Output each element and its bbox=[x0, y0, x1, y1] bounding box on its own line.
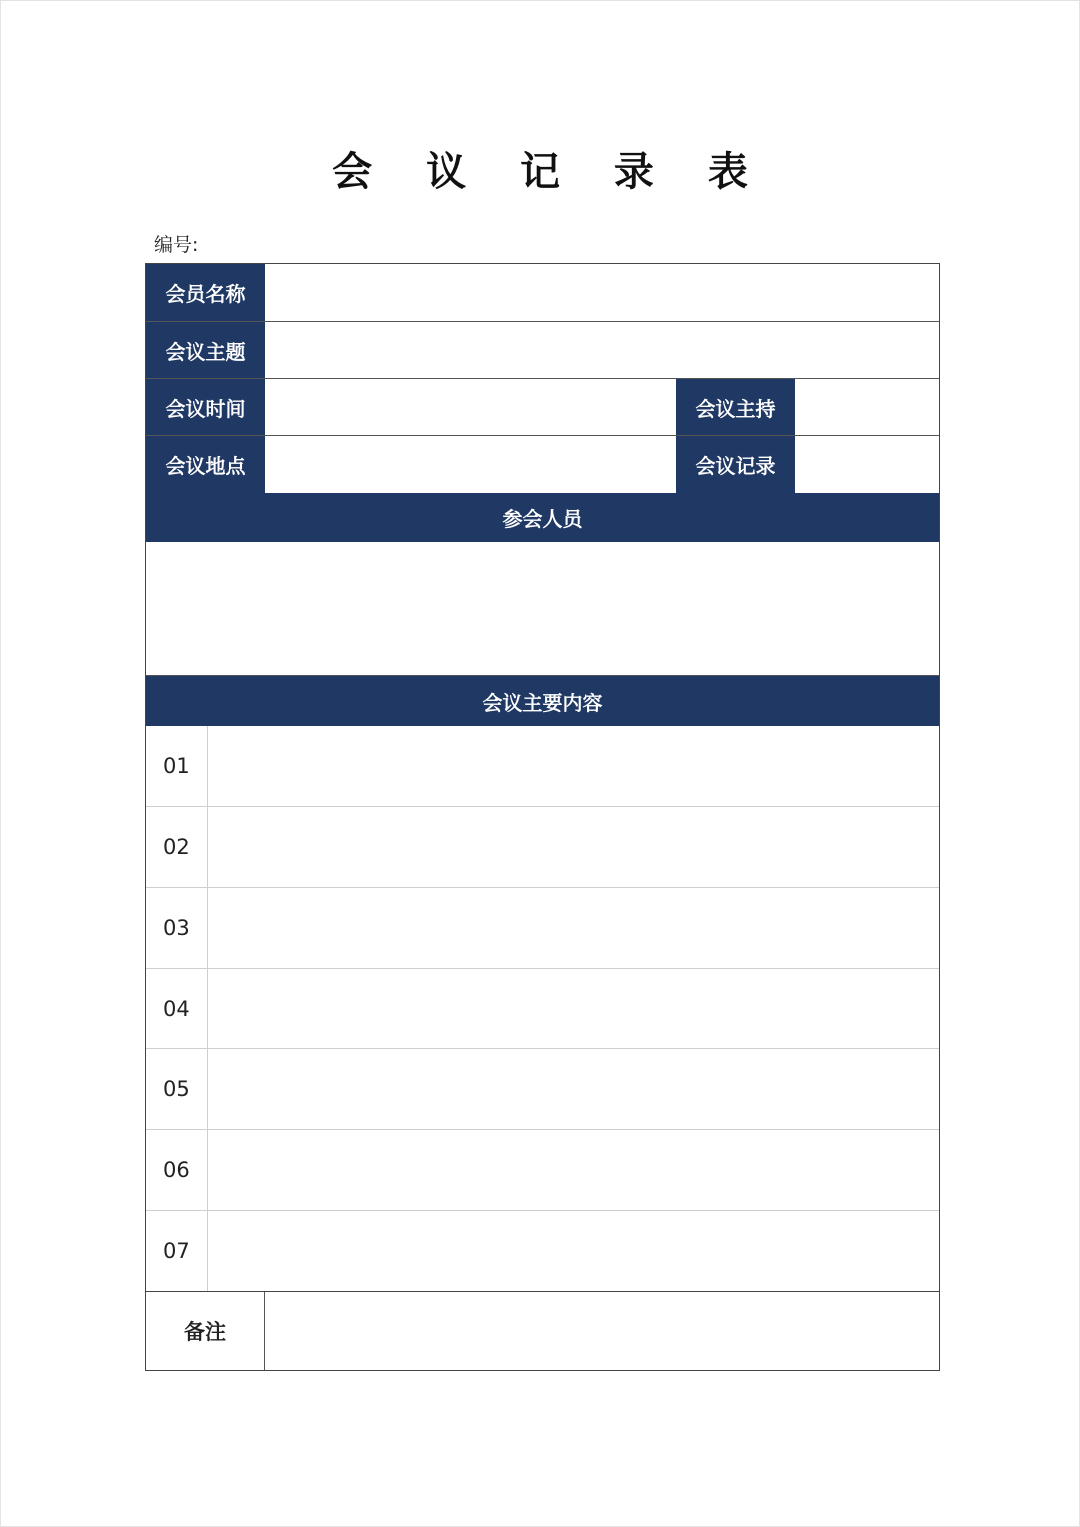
content-item bbox=[146, 726, 939, 807]
row-member-name bbox=[146, 264, 939, 322]
item-number: 03 bbox=[146, 888, 208, 968]
attendees-field[interactable] bbox=[146, 542, 939, 676]
meeting-recorder-label: 会议记录 bbox=[676, 436, 795, 493]
meeting-time-label: 会议时间 bbox=[146, 379, 265, 435]
item-content-field[interactable] bbox=[208, 1130, 939, 1210]
item-number: 04 bbox=[146, 969, 208, 1048]
item-content-field[interactable] bbox=[208, 969, 939, 1048]
item-number: 02 bbox=[146, 807, 208, 887]
serial-number bbox=[154, 230, 304, 257]
item-number: 07 bbox=[146, 1211, 208, 1291]
item-number: 05 bbox=[146, 1049, 208, 1129]
document-title: 会 议 记 录 表 bbox=[332, 149, 768, 195]
meeting-topic-field[interactable] bbox=[265, 322, 939, 378]
attendees-header: 参会人员 bbox=[146, 493, 939, 542]
serial-label: 编号: bbox=[154, 234, 199, 256]
row-meeting-time bbox=[146, 379, 939, 436]
row-remarks bbox=[146, 1291, 939, 1370]
item-content-field[interactable] bbox=[208, 888, 939, 968]
meeting-host-field[interactable] bbox=[795, 379, 939, 435]
member-name-field[interactable] bbox=[265, 264, 939, 321]
content-item bbox=[146, 1049, 939, 1130]
remarks-field[interactable] bbox=[265, 1292, 939, 1370]
content-item bbox=[146, 807, 939, 888]
content-item bbox=[146, 888, 939, 969]
meeting-time-field[interactable] bbox=[265, 379, 676, 435]
item-content-field[interactable] bbox=[208, 807, 939, 887]
meeting-location-label: 会议地点 bbox=[146, 436, 265, 493]
main-content-header: 会议主要内容 bbox=[146, 676, 939, 726]
meeting-location-field[interactable] bbox=[265, 436, 676, 493]
item-number: 01 bbox=[146, 726, 208, 806]
member-name-label: 会员名称 bbox=[146, 264, 265, 321]
meeting-host-label: 会议主持 bbox=[676, 379, 795, 435]
item-number: 06 bbox=[146, 1130, 208, 1210]
content-item bbox=[146, 969, 939, 1049]
content-item bbox=[146, 1130, 939, 1211]
meeting-recorder-field[interactable] bbox=[795, 436, 939, 493]
row-meeting-topic bbox=[146, 322, 939, 379]
meeting-record-form bbox=[145, 263, 940, 1371]
meeting-topic-label: 会议主题 bbox=[146, 322, 265, 378]
remarks-label: 备注 bbox=[146, 1292, 265, 1370]
item-content-field[interactable] bbox=[208, 1049, 939, 1129]
row-meeting-location bbox=[146, 436, 939, 493]
item-content-field[interactable] bbox=[208, 1211, 939, 1291]
item-content-field[interactable] bbox=[208, 726, 939, 806]
content-item bbox=[146, 1211, 939, 1291]
